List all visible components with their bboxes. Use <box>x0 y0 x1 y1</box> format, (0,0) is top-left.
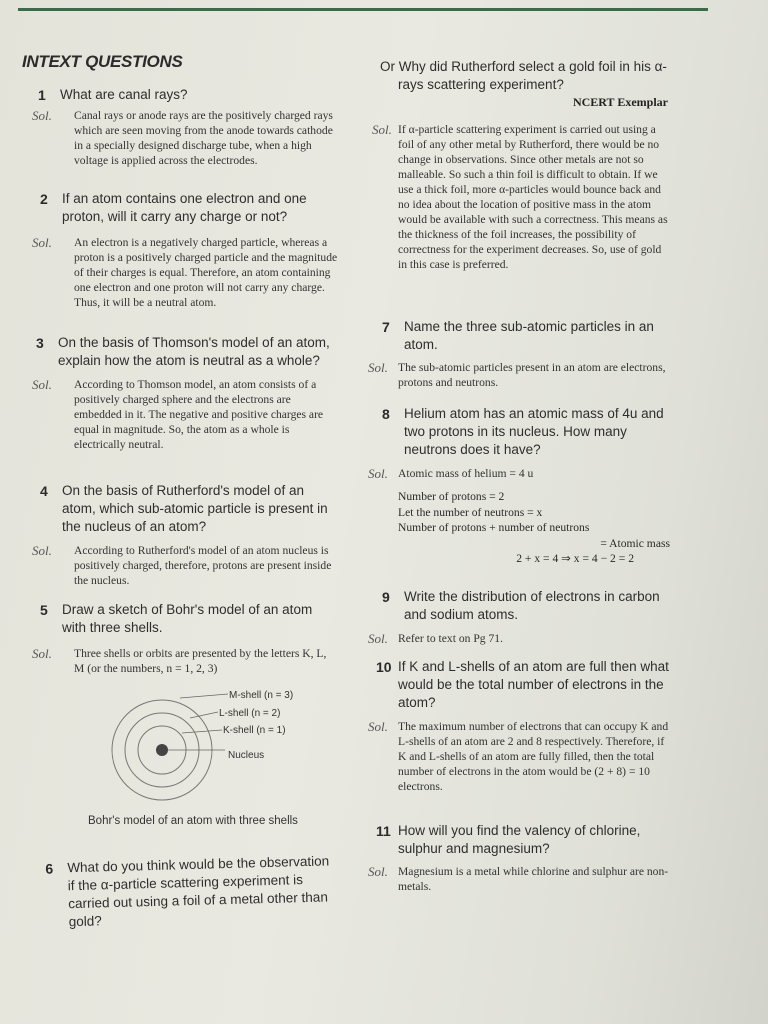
question-text: Helium atom has an atomic mass of 4u and two protons in its nucleus. How many neutrons does it have? <box>404 406 664 457</box>
solution-text: Canal rays or anode rays are the positively charged rays which are seen moving from the anode towards cathode in a specially designed discharge tube, when a high voltage is applied across the electrodes. <box>74 109 333 167</box>
solution-4 <box>32 543 338 588</box>
question-11 <box>376 822 672 858</box>
question-number: 7 <box>382 319 390 335</box>
solution-10 <box>368 719 670 794</box>
working-line: Let the number of neutrons = x <box>398 505 543 519</box>
question-number: 1 <box>38 87 46 103</box>
question-5 <box>40 601 338 637</box>
solution-7 <box>368 360 670 390</box>
question-3 <box>36 334 338 370</box>
question-10 <box>376 658 672 712</box>
question-number: 4 <box>40 483 48 499</box>
question-6-or <box>380 58 680 94</box>
question-text: What are canal rays? <box>60 87 188 102</box>
bohr-model-diagram <box>90 688 330 808</box>
sol-label: Sol. <box>372 122 392 137</box>
solution-6 <box>372 122 672 272</box>
question-number: 11 <box>376 823 391 839</box>
solution-text: Magnesium is a metal while chlorine and sulphur are non-metals. <box>398 865 669 893</box>
question-8 <box>382 405 672 459</box>
k-shell-label: K-shell (n = 1) <box>223 725 286 736</box>
question-number: 6 <box>45 860 54 877</box>
question-2 <box>40 190 340 226</box>
question-text: Name the three sub-atomic particles in an atom. <box>404 319 654 352</box>
solution-text: According to Thomson model, an atom consists of a positively charged sphere and the electrons are embedded in it. The negative and positive charges are equal in magnitude. So, the atom as a whole is electrically neutral. <box>74 378 324 451</box>
question-number: 2 <box>40 191 48 207</box>
question-text: Write the distribution of electrons in carbon and sodium atoms. <box>404 589 660 622</box>
solution-text: Atomic mass of helium = 4 u <box>398 467 534 480</box>
solution-text: Refer to text on Pg 71. <box>398 632 503 645</box>
working-line: Number of protons + number of neutrons <box>398 521 590 534</box>
solution-8 <box>368 466 670 567</box>
ncert-exemplar-tag: NCERT Exemplar <box>572 95 668 109</box>
question-text: If an atom contains one electron and one proton, will it carry any charge or not? <box>62 191 307 224</box>
question-number: 8 <box>382 406 390 422</box>
nucleus <box>156 744 168 756</box>
working-line: Number of protons = 2 <box>398 490 505 503</box>
question-text: On the basis of Thomson's model of an atom, explain how the atom is neutral as a whole? <box>58 335 330 368</box>
question-6 <box>45 852 337 932</box>
question-text: If K and L-shells of an atom are full then what would be the total number of electrons in the atom? <box>398 659 669 710</box>
question-number: 3 <box>36 335 44 351</box>
solution-9 <box>368 631 670 646</box>
solution-text: Three shells or orbits are presented by the letters K, L, M (or the numbers, n = 1, 2, 3) <box>74 647 327 675</box>
sol-label: Sol. <box>32 235 52 250</box>
sol-label: Sol. <box>368 466 388 481</box>
solution-text: The maximum number of electrons that can occupy K and L-shells of an atom are 2 and 8 respectively. Therefore, if K and L-shells of an atom are fully filled, then the total number of electrons in the atom would be (2 + 8) = 10 electrons. <box>398 720 669 793</box>
question-9 <box>382 588 672 624</box>
question-4 <box>40 482 338 536</box>
solution-text: According to Rutherford's model of an atom nucleus is positively charged, therefore, protons are present inside the nucleus. <box>74 544 332 587</box>
sol-label: Sol. <box>32 543 52 558</box>
sol-label: Sol. <box>368 864 388 879</box>
question-text: Draw a sketch of Bohr's model of an atom with three shells. <box>62 602 313 635</box>
solution-3 <box>32 377 338 452</box>
or-question-text: Or Why did Rutherford select a gold foil in his α-rays scattering experiment? <box>380 59 667 92</box>
question-number: 9 <box>382 589 390 605</box>
question-text: How will you find the valency of chlorine, sulphur and magnesium? <box>398 823 641 856</box>
question-1 <box>38 86 338 104</box>
solution-8-working <box>368 489 670 567</box>
working-line: = Atomic mass <box>600 536 670 550</box>
sol-label: Sol. <box>32 646 52 661</box>
question-7 <box>382 318 672 354</box>
solution-text: The sub-atomic particles present in an atom are electrons, protons and neutrons. <box>398 361 666 389</box>
l-shell-label: L-shell (n = 2) <box>219 708 281 719</box>
top-rule <box>18 8 708 11</box>
solution-text: An electron is a negatively charged particle, whereas a proton is a positively charged particle and the magnitude of their charges is equal. Therefore, an atom containing one electron and one proton will not carry any charge. Thus, it will be a neutral atom. <box>74 236 338 309</box>
working-line: 2 + x = 4 ⇒ x = 4 − 2 = 2 <box>516 552 634 565</box>
question-number: 10 <box>376 659 392 675</box>
question-number: 5 <box>40 602 48 618</box>
nucleus-label: Nucleus <box>228 750 265 761</box>
sol-label: Sol. <box>32 108 52 123</box>
question-text: What do you think would be the observation if the α-particle scattering experiment is carried out using a foil of a metal other than gold? <box>67 853 330 930</box>
m-shell-label: M-shell (n = 3) <box>229 690 294 701</box>
solution-5 <box>32 646 338 676</box>
sol-label: Sol. <box>368 360 388 375</box>
sol-label: Sol. <box>368 631 388 646</box>
section-heading: INTEXT QUESTIONS <box>22 52 183 71</box>
diagram-caption: Bohr's model of an atom with three shells <box>88 815 298 827</box>
solution-2 <box>32 235 338 310</box>
solution-1 <box>32 108 338 168</box>
solution-11 <box>368 864 670 894</box>
sol-label: Sol. <box>32 377 52 392</box>
sol-label: Sol. <box>368 719 388 734</box>
question-text: On the basis of Rutherford's model of an atom, which sub-atomic particle is present in the nucleus of an atom? <box>62 483 328 534</box>
solution-text: If α-particle scattering experiment is carried out using a foil of any other metal by Rutherford, there would be no change in observations. Since other metals are not so malleable. So such a thin foil is difficult to obtain. If we use a thick foil, more α-particles would bounce back and no idea about the location of positive mass in the atom would be available with such a correctness. This means as the thickness of the foil increases, the possibility of correctness for the experiment decreases. So, use of gold in this case is preferred. <box>398 123 668 271</box>
